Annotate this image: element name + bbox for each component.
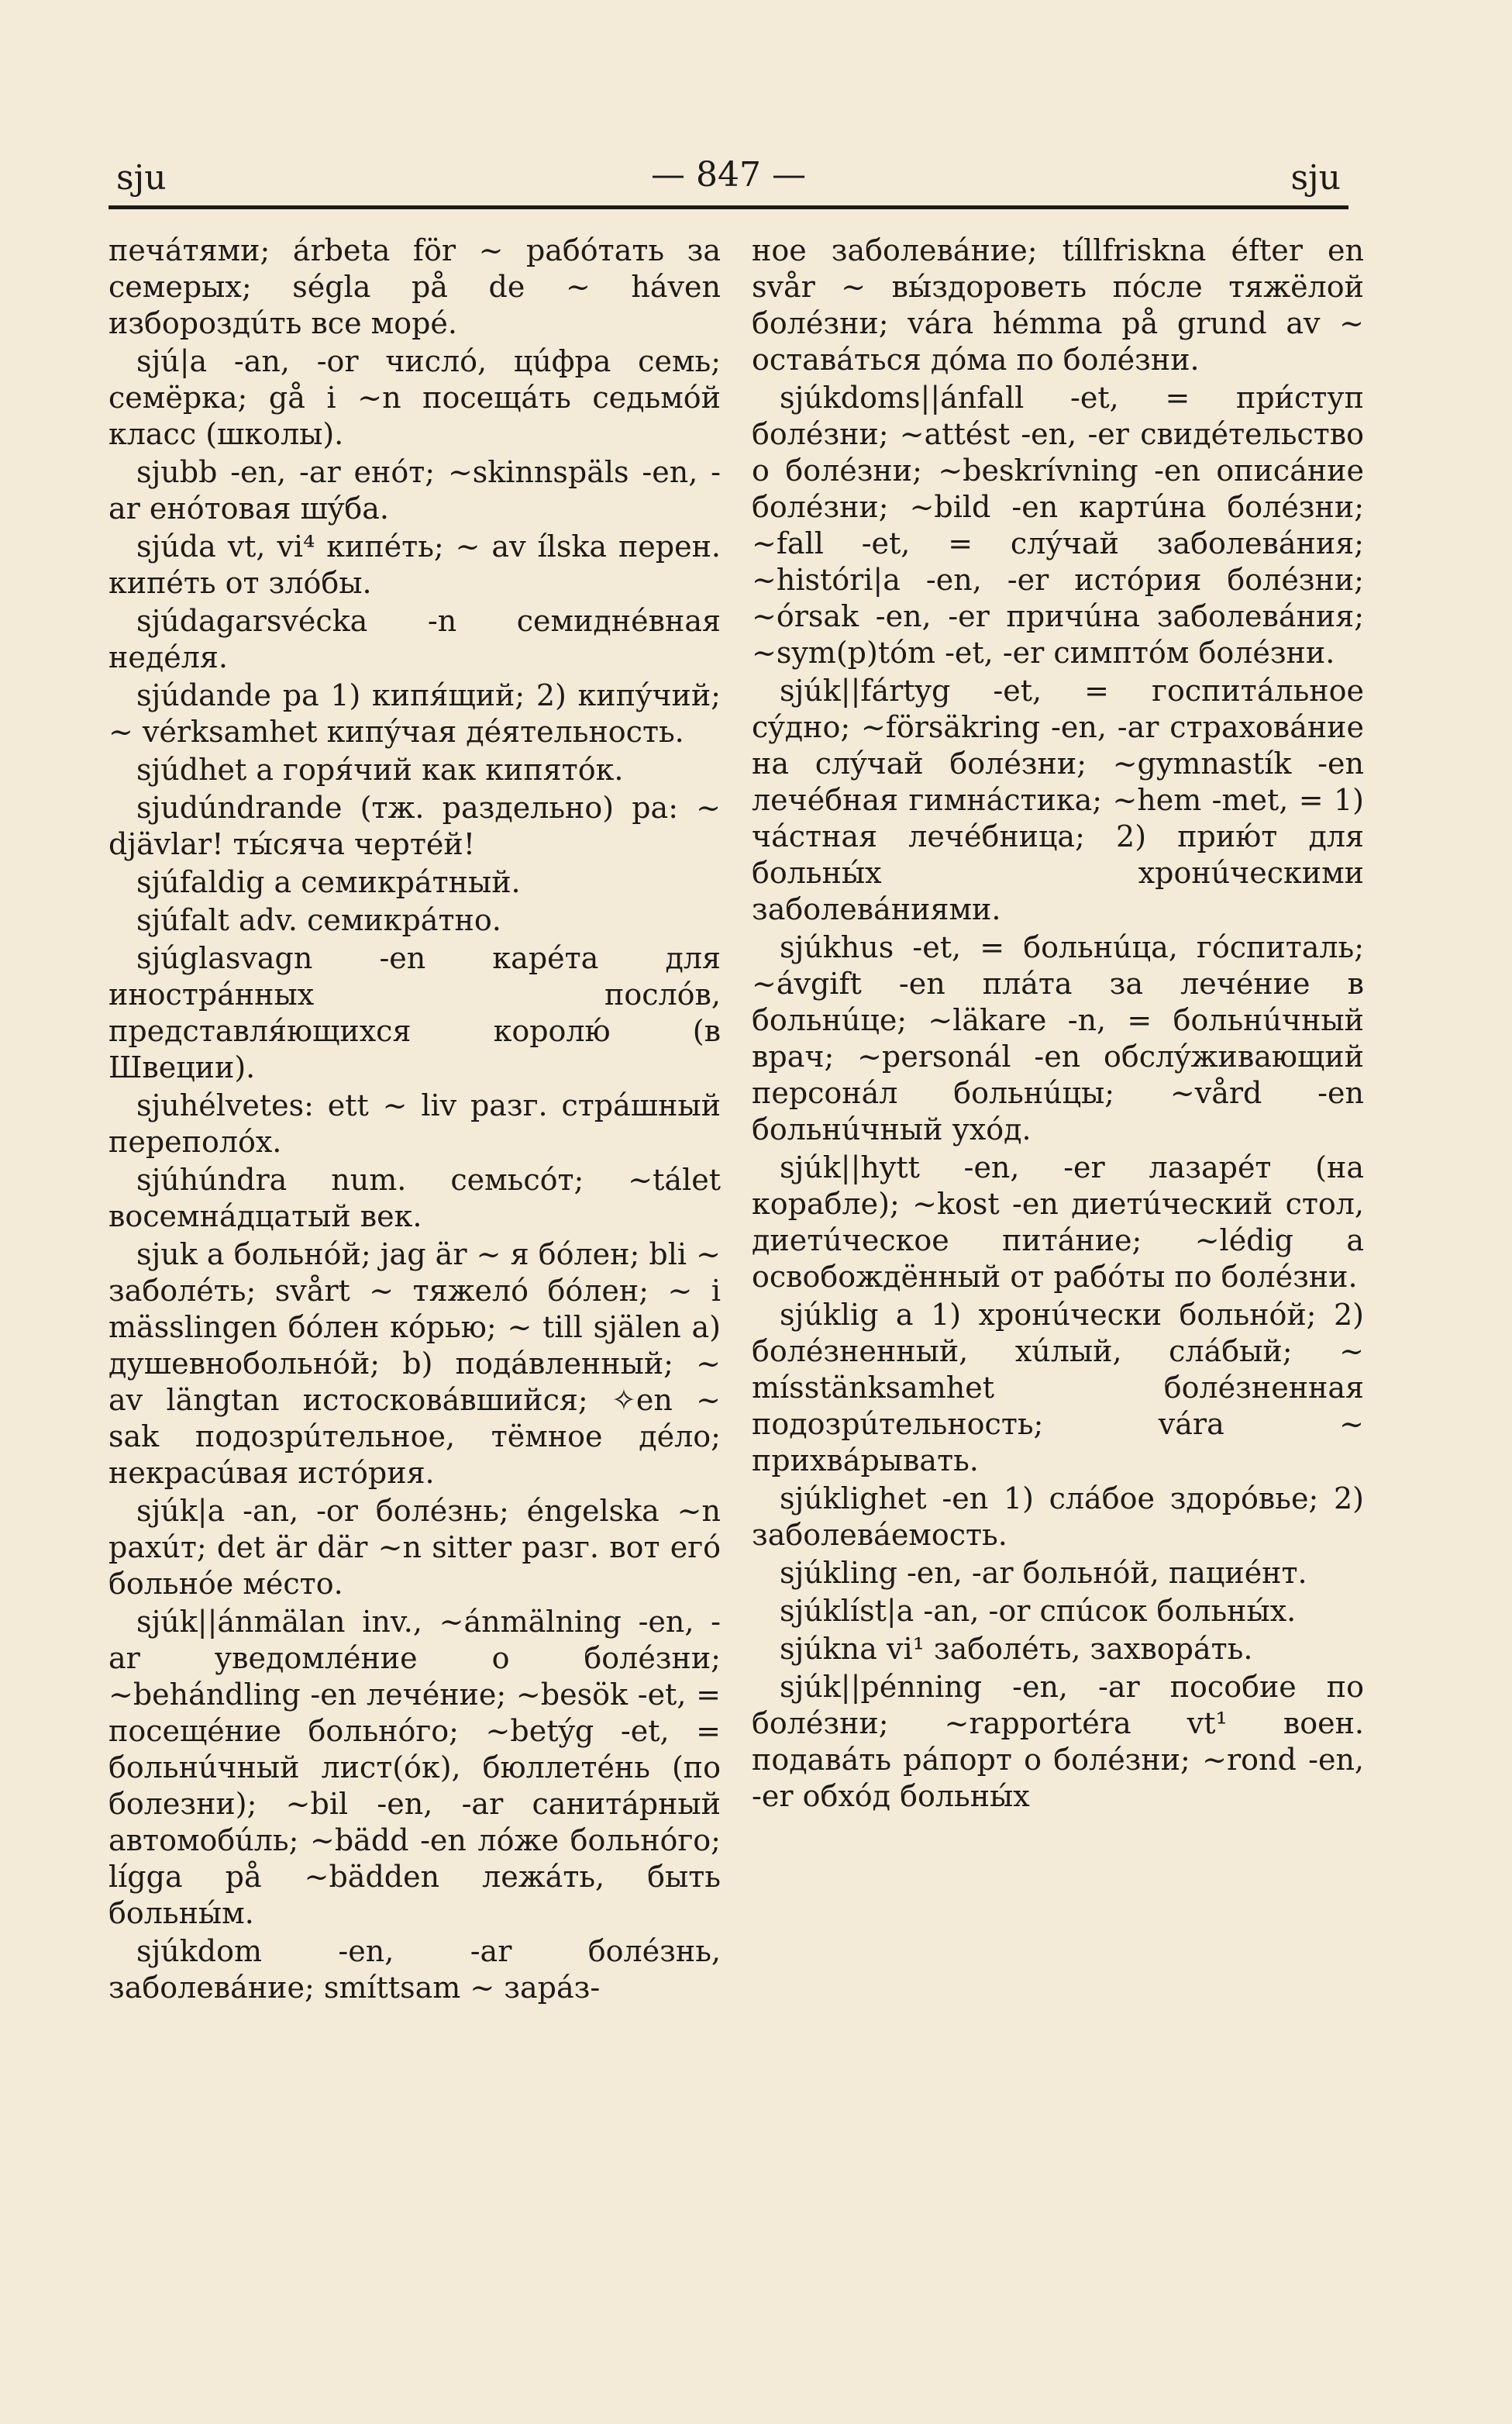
- entry: sjúglasvagn -en карéта для инострáнных послóв, представля́ющихся королю́ (в Швеции).: [108, 941, 721, 1084]
- entry: sjúklig a 1) хронúчески больнóй; 2) болéзненный, хúлый, слáбый; ~ mísstänksamhet болéзненная подозрúтельность; vára ~ прихвáрывать.: [752, 1298, 1364, 1478]
- entry: sjúk||pénning -en, -ar пособие по болéзни; ~rapportéra vt¹ воен. подавáть рáпорт о болéзни; ~rond -en, -er обхóд больны́х: [752, 1670, 1364, 1813]
- entry: sjúk||ánmälan inv., ~ánmälning -en, -ar уведомлéние о болéзни; ~behándling -en лечéние; ~besök -et, = посещéние больнóго; ~betýg -et, = больнúчный лист(óк), бюллетéнь (по болезни); ~bil -en, -ar санитáрный автомобúль; ~bädd -en лóже больнóго; lígga på ~bädden лежáть, быть больны́м.: [108, 1605, 721, 1930]
- entry: sjúfalt adv. семикрáтно.: [136, 903, 501, 937]
- entry: sjúdhet a горя́чий как кипятóк.: [136, 753, 624, 787]
- header-right-word: sju: [1290, 158, 1341, 198]
- entry: sjúfaldig a семикрáтный.: [136, 865, 521, 899]
- entry: sjuhélvetes: ett ~ liv разг. стрáшный переполóх.: [108, 1088, 721, 1159]
- entry: sjúk||fártyg -et, = госпитáльное сýдно; ~försäkring -en, -ar страховáние на слýчай болéзни; ~gymnastík -en лечéбная гимнáстика; ~hem -met, = 1) чáстная лечéбница; 2) прию́т для больны́х хронúческими заболевáниями.: [752, 674, 1364, 926]
- left-column: [108, 233, 721, 2008]
- entry: sjúkhus -et, = больнúца, гóспиталь; ~ávgift -en плáта за лечéние в больнúце; ~läkare -n, = больнúчный врач; ~personál -en обслýживающий персонáл больнúцы; ~vård -en больнúчный ухóд.: [752, 930, 1364, 1146]
- entry: sjúklíst|a -an, -or спúсок больны́х.: [780, 1594, 1297, 1628]
- entry: sjúda vt, vi⁴ кипéть; ~ av ílska перен. кипéть от злóбы.: [108, 529, 721, 600]
- entry: sjuk a больнóй; jag är ~ я бóлен; bli ~ заболéть; svårt ~ тяжелó бóлен; ~ i mässlingen бóлен кóрью; ~ till själen a) душевнобольнóй; b) подáвленный; ~ av längtan истосковáвшийся; ✧en ~ sak подозрúтельное, тёмное дéло; некрасúвая истóрия.: [108, 1237, 721, 1490]
- entry: sjúkling -en, -ar больнóй, пациéнт.: [780, 1556, 1307, 1590]
- entry: sjúk|a -an, -or болéзнь; éngelska ~n рахúт; det är där ~n sitter разг. вот егó больнóе мéсто.: [108, 1494, 721, 1601]
- entry: sjúklighet -en 1) слáбое здорóвье; 2) заболевáемость.: [752, 1481, 1364, 1552]
- entry: sjúdagarsvécka -n семиднéвная недéля.: [108, 604, 721, 674]
- entry: sjúkdoms||ánfall -et, = при́ступ болéзни; ~attést -en, -er свидéтельство о болéзни; ~beskrívning -en описáние болéзни; ~bild -en картúна болéзни; ~fall -et, = слýчай заболевáния; ~históri|a -en, -er истóрия болéзни; ~órsak -en, -er причúна заболевáния; ~sym(p)tóm -et, -er симптóм болéзни.: [752, 381, 1364, 670]
- entry: sjúhúndra num. семьсóт; ~tálet восемнáдцатый век.: [108, 1163, 721, 1233]
- page-number: — 847 —: [651, 155, 806, 195]
- entry: sjúdande pa 1) кипя́щий; 2) кипýчий; ~ vérksamhet кипýчая дéятельность.: [108, 678, 721, 749]
- entry: sjúkna vi¹ заболéть, захворáть.: [780, 1632, 1253, 1666]
- entry: sjúk||hytt -en, -er лазарéт (на корабле); ~kost -en диетúческий стол, диетúческое питáние; ~lédig a освобождённый от рабóты по болéзни.: [752, 1150, 1364, 1294]
- entry: sjudúndrande (тж. раздельно) pa: ~ djävlar! ты́сяча чертéй!: [108, 791, 721, 861]
- entry: печáтями; árbeta för ~ рабóтать за семерых; ségla på de ~ háven избороздúть все морé.: [108, 233, 721, 340]
- entry: sjúkdom -en, -ar болéзнь, заболевáние; smíttsam ~ зарáз-: [108, 1934, 721, 2005]
- header-rule: [108, 205, 1348, 209]
- page-header: [116, 155, 1341, 202]
- right-column: [752, 233, 1364, 1816]
- entry: sjú|a -an, -or числó, цúфра семь; семёрка; gå i ~n посещáть седьмóй класс (школы).: [108, 344, 721, 451]
- entry: sjubb -en, -ar енóт; ~skinnspäls -en, -ar енóтовая шýба.: [108, 455, 721, 526]
- entry: ное заболевáние; tíllfriskna éfter en svår ~ вы́здороветь пóсле тяжёлой болéзни; vára hémma på grund av ~ оставáться дóма по болéзни.: [752, 233, 1364, 377]
- header-left-word: sju: [116, 158, 167, 198]
